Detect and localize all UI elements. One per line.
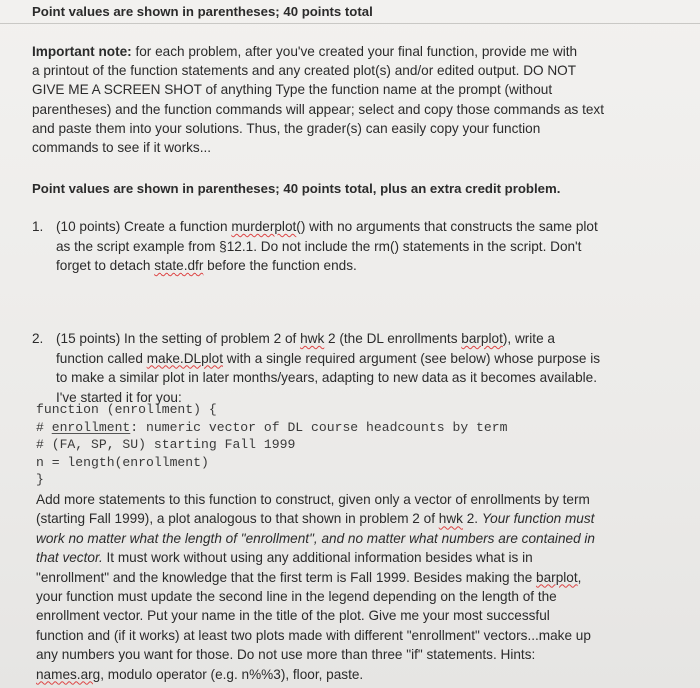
text: (starting Fall 1999), a plot analogous to that shown in problem 2 of [36, 511, 439, 527]
text: , modulo operator (e.g. n%%3), floor, paste. [100, 666, 364, 682]
code-block [36, 401, 507, 489]
text: function called [56, 350, 147, 366]
function-name: murderplot [231, 219, 297, 234]
text: forget to detach [56, 258, 155, 274]
note-line: commands to see if it works... [32, 140, 212, 156]
text: , [577, 569, 582, 585]
text: as the script example from §12.1. Do not include the rm() statements in the script. Don't [56, 238, 582, 254]
text: () with no arguments that constructs the same plot [296, 219, 598, 234]
code-line: function (enrollment) { [36, 402, 217, 417]
note-label: Important note: [32, 44, 132, 59]
note-line: for each problem, after you've created your final function, provide me with [131, 44, 578, 59]
note-line: a printout of the function statements and any created plot(s) and/or edited output. DO NOT [32, 63, 577, 79]
function-arg: names.arg [36, 666, 101, 682]
problem-2-instructions [36, 490, 630, 684]
function-name: make.DLplot [146, 350, 223, 366]
text: enrollment vector. Put your name in the title of the plot. Give me your most successful [36, 608, 550, 624]
code-arg: enrollment [51, 419, 131, 435]
text: before the function ends. [203, 258, 357, 274]
text: (10 points) Create a function [56, 219, 232, 234]
hwk-word: hwk [438, 511, 463, 527]
point-values-heading: Point values are shown in parentheses; 40 points total, plus an extra credit problem. [32, 181, 561, 196]
text: Add more statements to this function to construct, given only a vector of enrollments by term [36, 492, 590, 507]
divider [0, 23, 700, 24]
barplot-word: barplot [461, 331, 503, 346]
text: (15 points) In the setting of problem 2 of [56, 331, 301, 346]
note-line: GIVE ME A SCREEN SHOT of anything Type the function name at the prompt (without [32, 82, 553, 98]
text: "enrollment" and the knowledge that the first term is Fall 1999. Besides making the [36, 569, 537, 585]
text: I've started it for you: [56, 389, 182, 405]
text: 2 (the DL enrollments [324, 331, 462, 346]
text: It must work without using any additional information besides what is in [102, 550, 533, 566]
problem-number: 2. [32, 331, 44, 346]
code-comment: # [36, 419, 52, 435]
barplot-word: barplot [536, 569, 578, 585]
text: function and (if it works) at least two plots made with different "enrollment" vectors...make up [36, 627, 591, 643]
text: to make a similar plot in later months/years, adapting to new data as it becomes available. [56, 370, 598, 386]
code-comment: : numeric vector of DL course headcounts by term [130, 419, 508, 435]
hwk-word: hwk [300, 331, 325, 346]
emphasis: that vector. [36, 550, 103, 566]
note-line: parentheses) and the function commands will appear; select and copy those commands as text [32, 101, 605, 117]
emphasis: work no matter what the length of "enrollment", and no matter what numbers are contained in [36, 530, 595, 546]
code-line: } [36, 472, 44, 488]
note-line: and paste them into your solutions. Thus, the grader(s) can easily copy your function [32, 120, 541, 136]
object-name: state.dfr [154, 258, 204, 274]
text: 2. [462, 511, 482, 527]
text: your function must update the second line in the legend depending on the length of the [36, 589, 557, 605]
text: any numbers you want for those. Do not use more than three "if" statements. Hints: [36, 647, 536, 663]
text: ), write a [502, 331, 555, 346]
important-note [32, 42, 642, 157]
page-header: Point values are shown in parentheses; 40 points total [32, 4, 373, 19]
text: with a single required argument (see below) whose purpose is [223, 350, 601, 366]
code-line: # (FA, SP, SU) starting Fall 1999 [36, 437, 296, 453]
code-line: n = length(enrollment) [36, 454, 209, 470]
problem-number: 1. [32, 219, 44, 234]
emphasis: Your function must [481, 511, 595, 527]
